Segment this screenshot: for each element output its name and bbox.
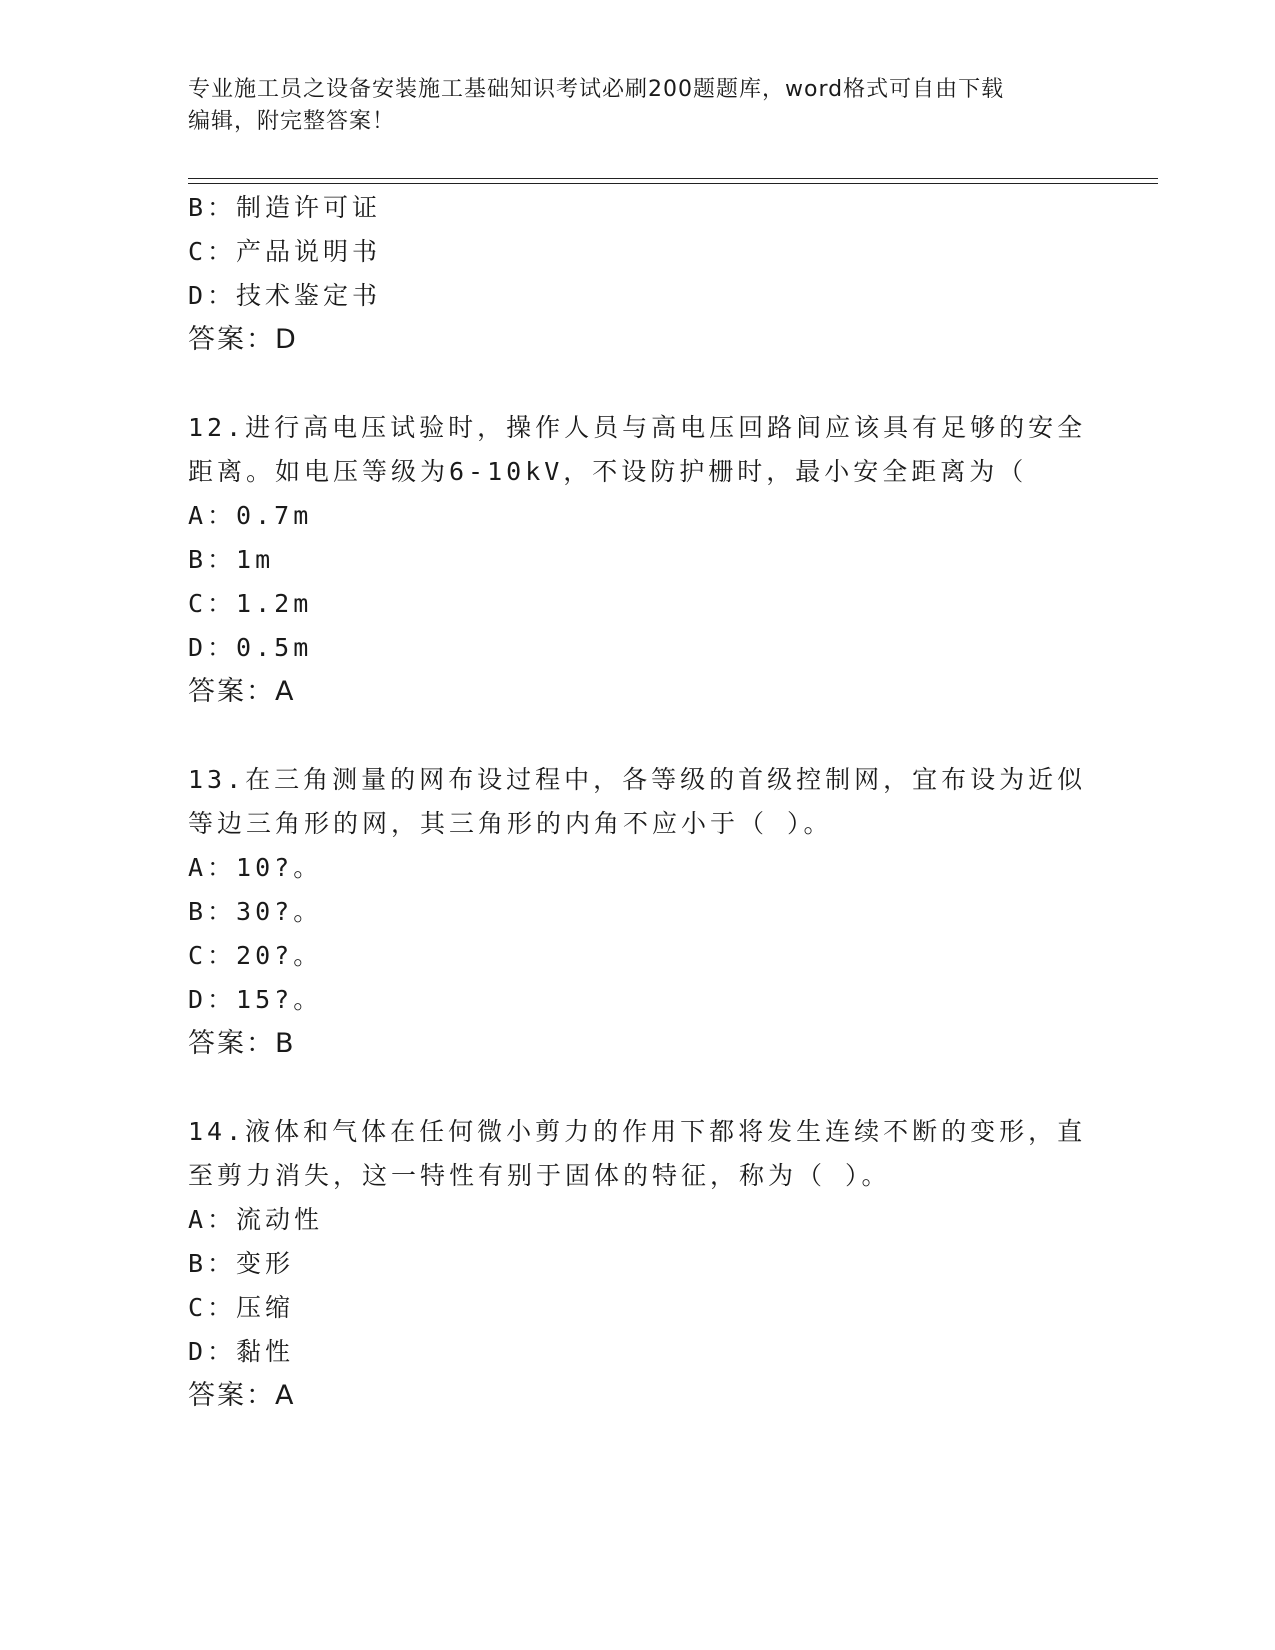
document-header <box>188 74 1088 138</box>
answer: 答案：B <box>188 1028 296 1059</box>
question-stem-line: 距离。如电压等级为6-10kV，不设防护栅时，最小安全距离为（ <box>188 457 1028 486</box>
option-b: B：30?。 <box>188 897 323 926</box>
question-stem-line: 13.在三角测量的网布设过程中，各等级的首级控制网，宜布设为近似 <box>188 765 1087 794</box>
question-stem-line: 14.液体和气体在任何微小剪力的作用下都将发生连续不断的变形，直 <box>188 1117 1087 1146</box>
option-c: C：产品说明书 <box>188 237 382 266</box>
option-a: A：流动性 <box>188 1205 324 1234</box>
answer: 答案：A <box>188 676 296 707</box>
option-d: D：0.5m <box>188 633 313 662</box>
option-c: C：20?。 <box>188 941 323 970</box>
header-line-2: 编辑，附完整答案！ <box>188 109 396 134</box>
option-a: A：0.7m <box>188 501 313 530</box>
option-a: A：10?。 <box>188 853 323 882</box>
option-b: B：1m <box>188 545 275 574</box>
option-c: C：压缩 <box>188 1293 295 1322</box>
option-c: C：1.2m <box>188 589 313 618</box>
header-line-1: 专业施工员之设备安装施工基础知识考试必刷200题题库，word格式可自由下载 <box>188 77 1005 102</box>
option-d: D：黏性 <box>188 1337 295 1366</box>
header-divider-top <box>188 178 1158 179</box>
question-stem-line: 等边三角形的网，其三角形的内角不应小于（ ）。 <box>188 809 833 838</box>
question-stem-line: 12.进行高电压试验时，操作人员与高电压回路间应该具有足够的安全 <box>188 413 1087 442</box>
answer: 答案：D <box>188 324 298 355</box>
header-divider-bottom <box>188 183 1158 184</box>
question-stem-line: 至剪力消失，这一特性有别于固体的特征，称为（ ）。 <box>188 1161 891 1190</box>
option-d: D：技术鉴定书 <box>188 281 382 310</box>
option-b: B：制造许可证 <box>188 193 382 222</box>
option-d: D：15?。 <box>188 985 323 1014</box>
answer: 答案：A <box>188 1380 296 1411</box>
option-b: B：变形 <box>188 1249 295 1278</box>
